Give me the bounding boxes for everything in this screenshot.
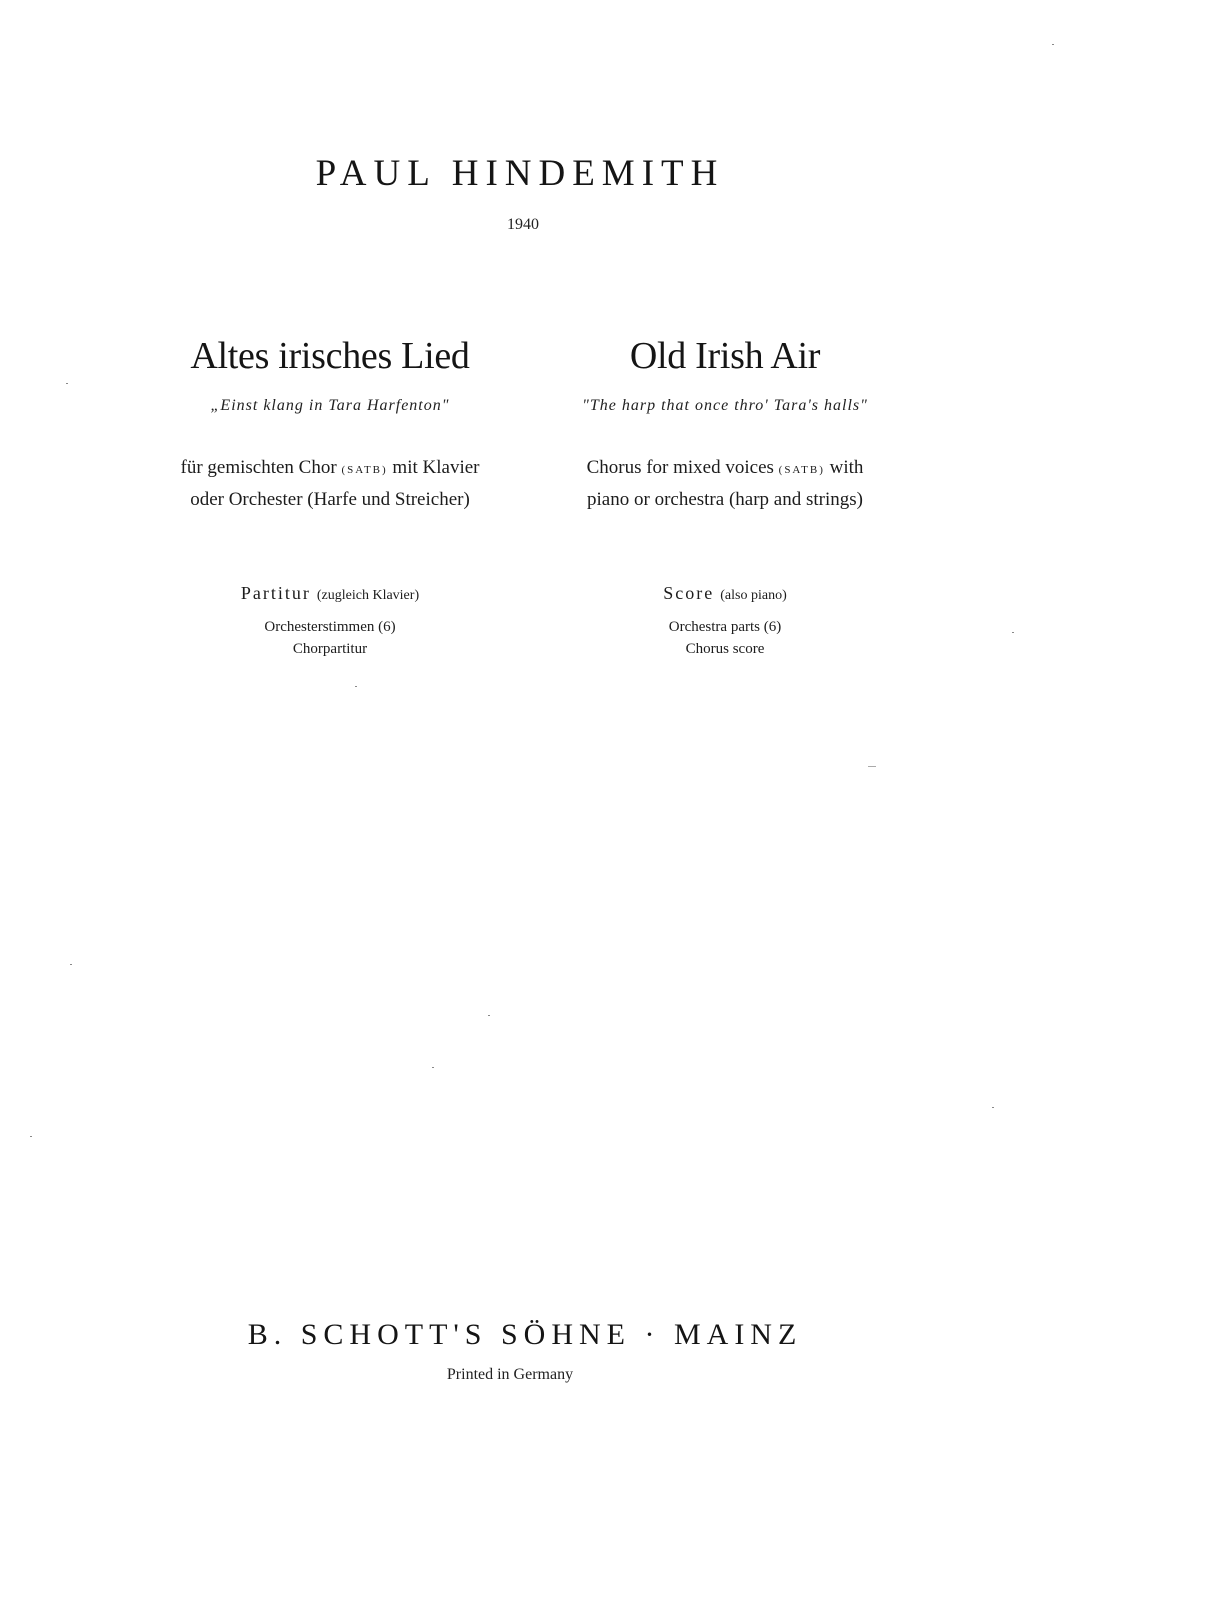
english-title: Old Irish Air <box>629 335 821 377</box>
english-score-note: (also piano) <box>720 588 787 603</box>
german-parts-list <box>150 616 510 660</box>
german-part-item: Chorpartitur <box>292 641 368 657</box>
english-subtitle: "The harp that once thro' Tara's halls" <box>582 397 868 414</box>
english-description-text-b: with <box>824 457 864 478</box>
german-score-info <box>150 583 510 660</box>
german-description-line-1 <box>150 453 510 485</box>
composition-year: 1940 <box>507 216 539 233</box>
german-score-note: (zugleich Klavier) <box>316 588 420 603</box>
german-score-heading <box>150 583 510 604</box>
scan-speck <box>1012 632 1014 633</box>
publisher-name: B. SCHOTT'S SÖHNE · MAINZ <box>247 1318 803 1351</box>
scan-speck <box>868 766 876 767</box>
german-description-text-a: für gemischten Chor <box>180 457 342 478</box>
english-parts-list <box>545 616 905 660</box>
english-part-item: Orchestra parts (6) <box>668 619 782 635</box>
english-description-line-2: piano or orchestra (harp and strings) <box>587 489 863 510</box>
german-description-line-2: oder Orchester (Harfe und Streicher) <box>190 489 470 510</box>
german-score-label: Partitur <box>240 583 311 603</box>
german-subtitle: „Einst klang in Tara Harfenton" <box>210 397 450 414</box>
composer-name: PAUL HINDEMITH <box>315 153 725 194</box>
english-score-label: Score <box>663 583 715 603</box>
printed-in-note: Printed in Germany <box>446 1366 574 1383</box>
german-part-item: Orchesterstimmen (6) <box>264 619 396 635</box>
german-title: Altes irisches Lied <box>190 335 470 377</box>
scan-speck <box>70 964 72 965</box>
english-description <box>545 453 905 515</box>
english-satb: (SATB) <box>778 464 825 476</box>
scan-speck <box>992 1107 994 1108</box>
scan-speck <box>30 1136 32 1137</box>
german-description-text-b: mit Klavier <box>387 457 480 478</box>
scan-speck <box>488 1015 490 1016</box>
scan-speck <box>66 383 68 384</box>
german-description <box>150 453 510 515</box>
english-score-info <box>545 583 905 660</box>
english-description-line-1 <box>545 453 905 485</box>
scan-speck <box>355 686 357 687</box>
scan-speck <box>1052 44 1054 45</box>
english-part-item: Chorus score <box>685 641 765 657</box>
english-description-text-a: Chorus for mixed voices <box>586 457 779 478</box>
german-satb: (SATB) <box>341 464 388 476</box>
english-score-heading <box>545 583 905 604</box>
scan-speck <box>432 1067 434 1068</box>
